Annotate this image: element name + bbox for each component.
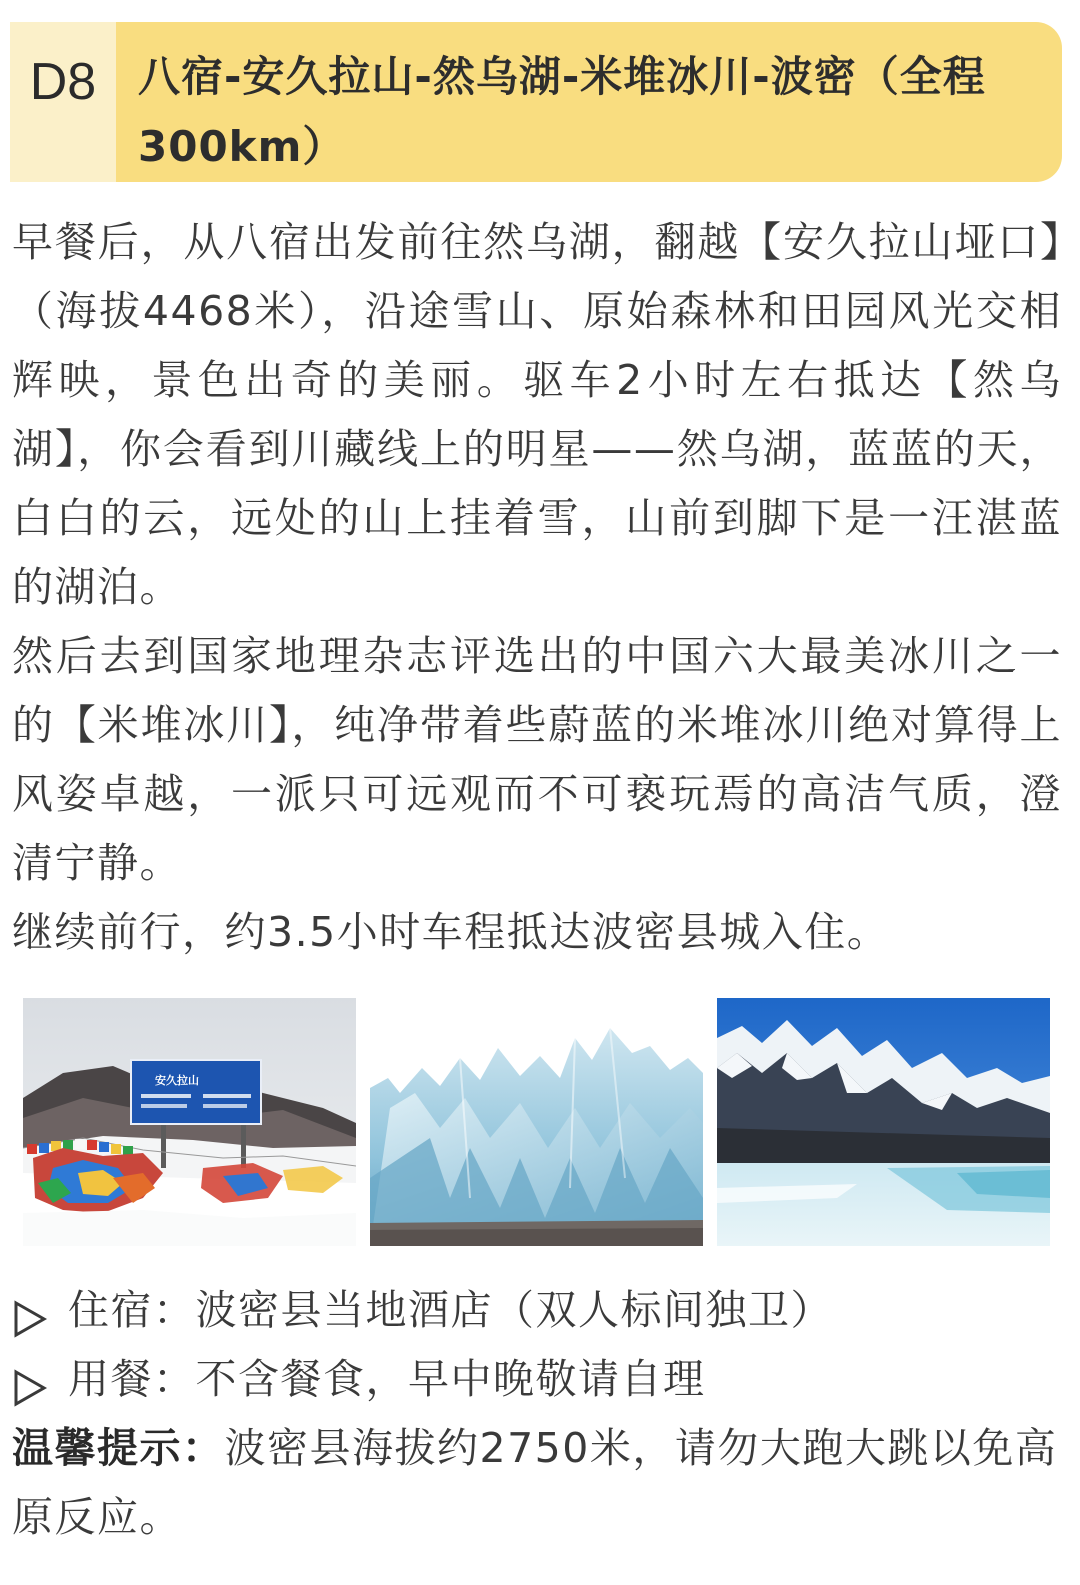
- triangle-right-icon: [12, 1360, 48, 1400]
- lodging-text: 住宿：波密县当地酒店（双人标间独卫）: [68, 1286, 833, 1334]
- lodging-line: [12, 1276, 1062, 1345]
- day-title: 八宿-安久拉山-然乌湖-米堆冰川-波密（全程300km）: [116, 22, 1062, 182]
- day-badge: D8: [10, 22, 116, 182]
- day-header: [10, 22, 1062, 182]
- paragraph-morning: 早餐后，从八宿出发前往然乌湖，翻越【安久拉山垭口】（海拔4468米），沿途雪山、原始森林和田园风光交相辉映，景色出奇的美丽。驱车2小时左右抵达【然乌湖】，你会看到川藏线上的明星——然乌湖，蓝蓝的天，白白的云，远处的山上挂着雪，山前到脚下是一汪湛蓝的湖泊。: [12, 218, 1062, 611]
- paragraph-glacier: 然后去到国家地理杂志评选出的中国六大最美冰川之一的【米堆冰川】，纯净带着些蔚蓝的米堆冰川绝对算得上风姿卓越，一派只可远观而不可亵玩焉的高洁气质，澄清宁静。: [12, 632, 1062, 887]
- tip-text: 波密县海拔约2750米，请勿大跑大跳以免高原反应。: [12, 1424, 1058, 1541]
- photo-row: [23, 998, 1051, 1246]
- meals-line: [12, 1345, 1062, 1414]
- sign-title: 安久拉山: [155, 1074, 199, 1087]
- trip-info: [12, 1276, 1062, 1552]
- anjiula-pass-photo: [23, 998, 356, 1246]
- ranwu-lake-photo: [717, 998, 1050, 1246]
- triangle-right-icon: [12, 1291, 48, 1331]
- tip-paragraph: [12, 1414, 1062, 1552]
- tip-label: 温馨提示：: [12, 1424, 225, 1472]
- paragraph-arrival: 继续前行，约3.5小时车程抵达波密县城入住。: [12, 908, 890, 956]
- midui-glacier-photo: [370, 998, 703, 1246]
- itinerary-description: [12, 208, 1062, 967]
- meals-text: 用餐：不含餐食，早中晚敬请自理: [68, 1355, 706, 1403]
